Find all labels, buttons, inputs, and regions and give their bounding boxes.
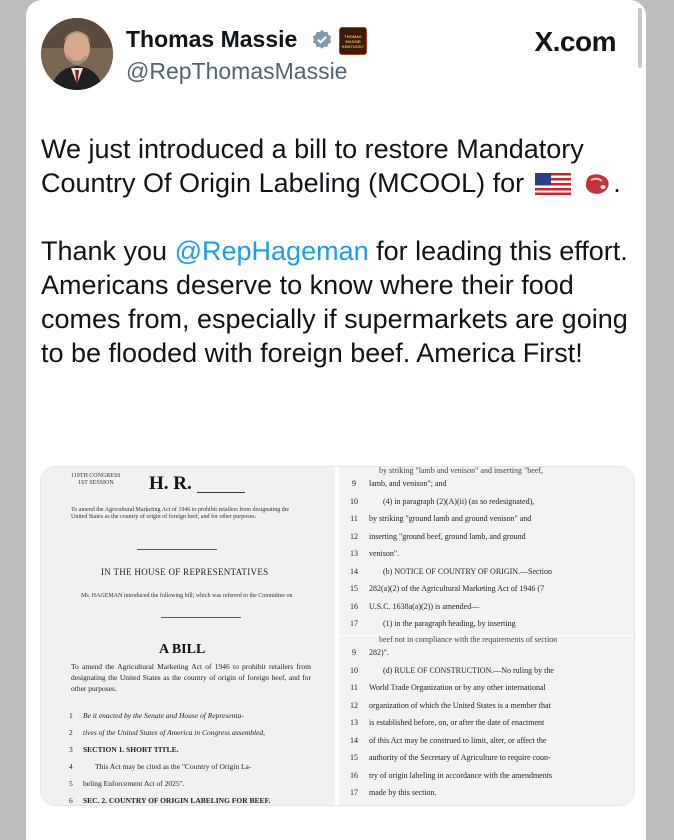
line-text: (4) in paragraph (2)(A)(ii) (as so redesignated), bbox=[383, 496, 535, 506]
line-text: 282(a)(2) of the Agricultural Marketing Act of 1946 (7 bbox=[369, 584, 545, 593]
bill-line bbox=[339, 475, 634, 493]
badge-line-2: MASSIE bbox=[345, 38, 361, 44]
us-flag-icon bbox=[535, 173, 571, 195]
line-number: 10 bbox=[350, 496, 358, 506]
display-name[interactable]: Thomas Massie bbox=[126, 26, 298, 52]
line-number: 5 bbox=[69, 779, 73, 788]
bill-line bbox=[339, 767, 634, 785]
line-text: is established before, on, or after the date of enactment bbox=[369, 718, 545, 727]
line-text: U.S.C. 1638a(a)(2)) is amended— bbox=[369, 601, 480, 611]
bill-number: H. R. bbox=[149, 473, 192, 494]
bill-number-line bbox=[197, 492, 245, 493]
line-text: (1) in the paragraph heading, by inserting bbox=[383, 619, 516, 628]
bill-line bbox=[339, 697, 634, 715]
bill-line bbox=[339, 644, 634, 662]
bill-line bbox=[339, 749, 634, 767]
bill-line bbox=[69, 741, 329, 758]
site-label: X.com bbox=[534, 26, 616, 57]
cut-line: by striking "lamb and venison" and inserting "beef, bbox=[379, 467, 543, 475]
line-text: of this Act may be construed to limit, alter, or affect the bbox=[369, 735, 547, 745]
line-number: 15 bbox=[350, 584, 358, 593]
badge-line-3: KENTUCKY bbox=[341, 43, 365, 49]
line-text: tives of the United States of America in Congress assembled, bbox=[83, 728, 266, 737]
line-text: lamb, and venison"; and bbox=[369, 479, 447, 488]
bill-line bbox=[339, 545, 634, 563]
bill-page-1 bbox=[41, 467, 335, 805]
line-text: SECTION 1. SHORT TITLE. bbox=[83, 745, 179, 754]
bill-line bbox=[339, 563, 634, 581]
bill-title: To amend the Agricultural Marketing Act of 1946 to prohibit retailers from designating the United States as the country of origin of foreign beef, and for other purposes. bbox=[71, 662, 311, 693]
line-text: Be it enacted by the Senate and House of Representa- bbox=[83, 711, 244, 720]
tweet-text bbox=[41, 132, 636, 370]
bill-line bbox=[339, 784, 634, 802]
line-text: organization of which the United States is a member that bbox=[369, 700, 551, 710]
bill-page-2 bbox=[339, 467, 634, 631]
line-number: 14 bbox=[350, 566, 358, 576]
bill-line bbox=[69, 758, 329, 775]
line-text: (b) NOTICE OF COUNTRY OF ORIGIN.—Section bbox=[383, 566, 553, 576]
line-number: 12 bbox=[350, 700, 358, 710]
line-number: 16 bbox=[350, 770, 358, 780]
cut-of-meat-icon bbox=[583, 172, 611, 196]
bill-line bbox=[339, 662, 634, 680]
tweet-card bbox=[26, 0, 646, 840]
bill-line bbox=[69, 792, 329, 806]
bill-line bbox=[69, 724, 329, 741]
bill-line bbox=[69, 775, 329, 792]
bill-line bbox=[339, 732, 634, 750]
a-bill-heading: A BILL bbox=[159, 642, 206, 657]
bill-line bbox=[339, 679, 634, 697]
attached-image[interactable] bbox=[40, 466, 635, 806]
line-number: 12 bbox=[350, 531, 358, 541]
line-text: try of origin labeling in accordance with the amendments bbox=[369, 770, 553, 780]
house-heading: IN THE HOUSE OF REPRESENTATIVES bbox=[101, 567, 269, 577]
bill-line bbox=[339, 714, 634, 732]
affiliate-badge[interactable] bbox=[339, 27, 367, 55]
bill-summary: To amend the Agricultural Marketing Act of 1946 to prohibit retailers from designating the United States as the country of origin of foreign beef, and for other purposes. bbox=[71, 507, 290, 520]
tweet-text-part: for leading this effort. Americans deserve to know where their food comes from, especially if supermarkets are going to be flooded with foreign beef. America First! bbox=[41, 236, 628, 368]
line-text: made by this section. bbox=[369, 788, 437, 797]
tweet-text-end: . bbox=[613, 168, 621, 198]
line-text: beling Enforcement Act of 2025". bbox=[83, 779, 185, 788]
line-text: World Trade Organization or by any other international bbox=[369, 683, 546, 692]
line-text: inserting "ground beef, ground lamb, and ground bbox=[369, 531, 526, 541]
line-number: 14 bbox=[350, 735, 358, 745]
line-number: 15 bbox=[350, 753, 358, 762]
mention-link[interactable]: @RepHageman bbox=[174, 236, 369, 266]
line-number: 9 bbox=[352, 648, 356, 657]
tweet-paragraph-2 bbox=[41, 234, 636, 370]
cut-line: beef not in compliance with the requirements of section bbox=[379, 636, 558, 644]
bill-line bbox=[339, 615, 634, 631]
bill-pages-right bbox=[339, 467, 634, 805]
line-number: 13 bbox=[350, 718, 358, 727]
line-number: 17 bbox=[350, 619, 358, 628]
introduced-text: Ms. HAGEMAN introduced the following bill; which was referred to the Committee on bbox=[81, 593, 293, 599]
line-text: venison". bbox=[369, 549, 400, 558]
line-number: 11 bbox=[350, 514, 358, 523]
line-number: 2 bbox=[69, 728, 73, 737]
line-text: This Act may be cited as the "Country of Origin La- bbox=[95, 762, 252, 771]
congress-label bbox=[71, 473, 121, 487]
line-number: 11 bbox=[350, 683, 358, 692]
bill-line bbox=[339, 510, 634, 528]
bill-line bbox=[339, 528, 634, 546]
line-text: authority of the Secretary of Agriculture to require coun- bbox=[369, 753, 551, 762]
bill-line bbox=[339, 493, 634, 511]
scrollbar[interactable] bbox=[638, 8, 642, 68]
bill-line bbox=[69, 707, 329, 724]
session-number: 1ST SESSION bbox=[77, 480, 114, 486]
verified-icon bbox=[311, 29, 333, 51]
line-text: by striking "ground lamb and ground venison" and bbox=[369, 514, 532, 523]
divider bbox=[137, 549, 217, 550]
bill-line bbox=[339, 598, 634, 616]
line-number: 6 bbox=[69, 796, 73, 805]
line-number: 4 bbox=[69, 762, 73, 771]
tweet-paragraph-1 bbox=[41, 132, 636, 200]
avatar[interactable] bbox=[41, 18, 113, 90]
divider bbox=[161, 617, 241, 618]
line-number: 3 bbox=[69, 745, 73, 754]
bill-lines bbox=[69, 707, 329, 806]
line-number: 13 bbox=[350, 549, 358, 558]
badge-line-1: THOMAS bbox=[344, 33, 362, 39]
line-number: 17 bbox=[350, 788, 358, 797]
user-handle[interactable]: @RepThomasMassie bbox=[126, 58, 348, 84]
tweet-text-part: Thank you bbox=[41, 236, 168, 266]
bill-page-3 bbox=[339, 635, 634, 806]
line-number: 9 bbox=[352, 479, 356, 488]
line-text: 282)". bbox=[369, 648, 389, 657]
bill-line bbox=[339, 580, 634, 598]
congress-number: 119TH CONGRESS bbox=[71, 473, 121, 479]
line-number: 10 bbox=[350, 665, 358, 675]
profile-photo bbox=[41, 18, 113, 90]
line-number: 1 bbox=[69, 711, 73, 720]
tweet-text-part: We just introduced a bill to restore Mandatory Country Of Origin Labeling (MCOOL) for bbox=[41, 134, 584, 198]
line-text: (d) RULE OF CONSTRUCTION.—No ruling by the bbox=[383, 665, 554, 675]
line-number: 16 bbox=[350, 601, 358, 611]
line-text: SEC. 2. COUNTRY OF ORIGIN LABELING FOR BEEF. bbox=[83, 796, 271, 805]
